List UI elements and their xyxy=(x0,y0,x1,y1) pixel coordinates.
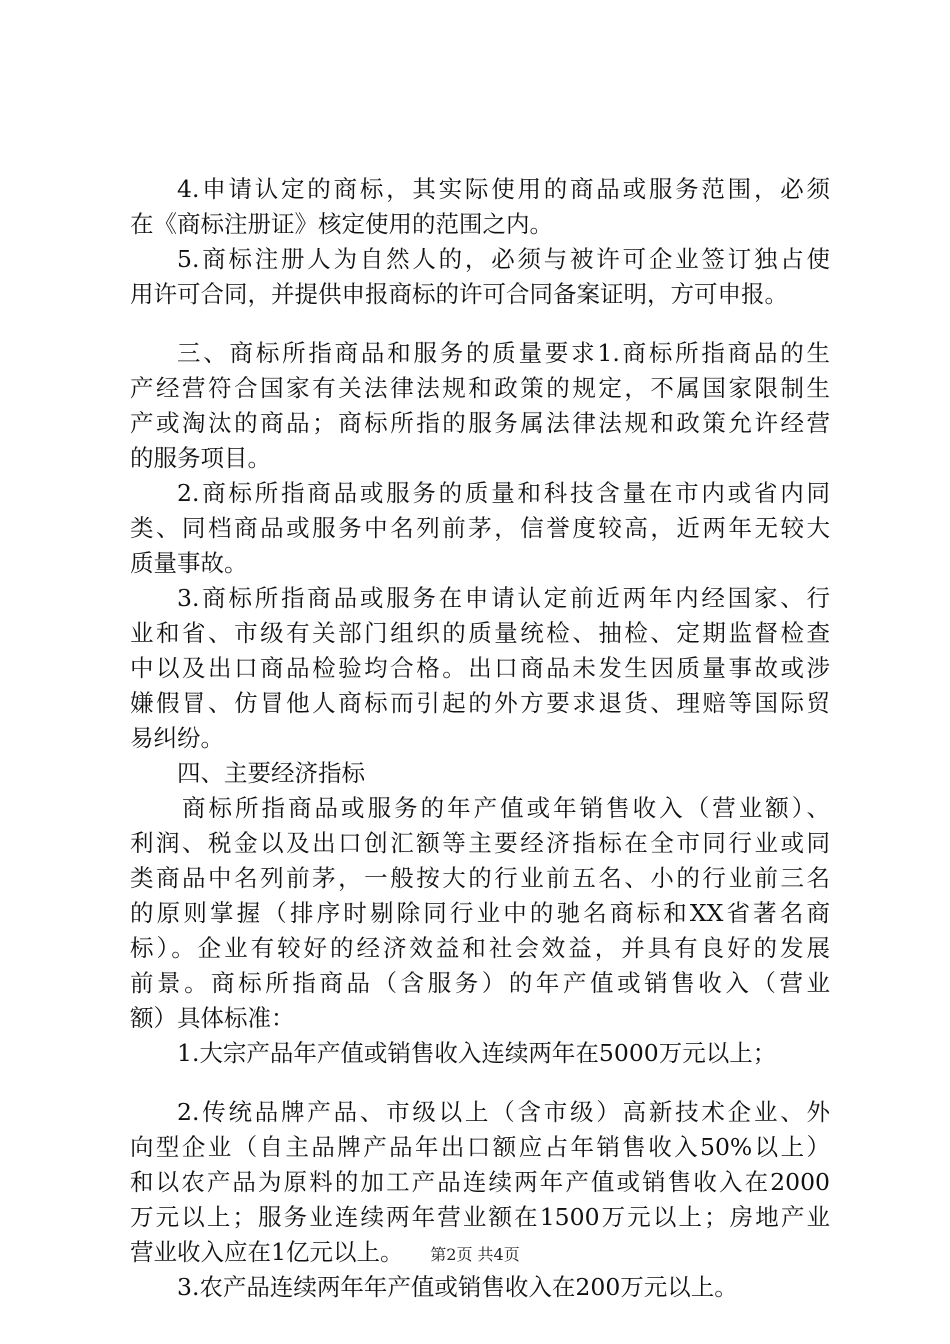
paragraph-line: 营业收入应在1亿元以上。 xyxy=(130,1238,404,1266)
paragraph-spacer xyxy=(130,1071,830,1095)
paragraph-line: 业和省、市级有关部门组织的质量统检、抽检、定期监督检查 xyxy=(130,619,830,647)
paragraph-line: 3.农产品连续两年年产值或销售收入在200万元以上。 xyxy=(177,1273,738,1301)
paragraph-line: 在《商标注册证》核定使用的范围之内。 xyxy=(130,210,553,238)
paragraph-line: 2.传统品牌产品、市级以上（含市级）高新技术企业、外 xyxy=(177,1098,830,1126)
paragraph-line: 2.商标所指商品或服务的质量和科技含量在市内或省内同 xyxy=(177,479,830,507)
paragraph-line: 产或淘汰的商品；商标所指的服务属法律法规和政策允许经营 xyxy=(130,409,830,437)
paragraph-line: 类、同档商品或服务中名列前茅，信誉度较高，近两年无较大 xyxy=(130,514,830,542)
paragraph-line: 向型企业（自主品牌产品年出口额应占年销售收入50%以上） xyxy=(130,1133,830,1161)
paragraph-line: 标）。企业有较好的经济效益和社会效益，并具有良好的发展 xyxy=(130,934,830,962)
paragraph-spacer xyxy=(130,312,830,336)
section-heading-line: 四、主要经济指标 xyxy=(177,759,365,787)
paragraph-line: 额）具体标准： xyxy=(130,1004,295,1032)
paragraph-line: 利润、税金以及出口创汇额等主要经济指标在全市同行业或同 xyxy=(130,829,830,857)
paragraph-line: 嫌假冒、仿冒他人商标而引起的外方要求退货、理赔等国际贸 xyxy=(130,689,830,717)
document-body xyxy=(130,172,830,1305)
paragraph-line: 用许可合同，并提供申报商标的许可合同备案证明，方可申报。 xyxy=(130,280,788,308)
section-heading-line: 三、商标所指商品和服务的质量要求1.商标所指商品的生 xyxy=(177,339,830,367)
paragraph-line: 3.商标所指商品或服务在申请认定前近两年内经国家、行 xyxy=(177,584,830,612)
paragraph-line: 的服务项目。 xyxy=(130,444,271,472)
paragraph-line: 产经营符合国家有关法律法规和政策的规定，不属国家限制生 xyxy=(130,374,830,402)
paragraph-line: 的原则掌握（排序时剔除同行业中的驰名商标和XX省著名商 xyxy=(130,899,830,927)
paragraph-line: 和以农产品为原料的加工产品连续两年产值或销售收入在2000 xyxy=(130,1168,830,1196)
paragraph-line: 类商品中名列前茅，一般按大的行业前五名、小的行业前三名 xyxy=(130,864,830,892)
paragraph-line: 5.商标注册人为自然人的，必须与被许可企业签订独占使 xyxy=(177,245,830,273)
paragraph-line: 质量事故。 xyxy=(130,549,248,577)
paragraph-line: 万元以上；服务业连续两年营业额在1500万元以上；房地产业 xyxy=(130,1203,830,1231)
paragraph-line: 前景。商标所指商品（含服务）的年产值或销售收入（营业 xyxy=(130,969,830,997)
paragraph-line: 中以及出口商品检验均合格。出口商品未发生因质量事故或涉 xyxy=(130,654,830,682)
paragraph-line: 4.申请认定的商标，其实际使用的商品或服务范围，必须 xyxy=(177,175,830,203)
paragraph-line: 商标所指商品或服务的年产值或年销售收入（营业额）、 xyxy=(182,794,830,822)
page-number-footer: 第2页 共4页 xyxy=(430,1245,520,1264)
paragraph-line: 易纠纷。 xyxy=(130,724,224,752)
paragraph-line: 1.大宗产品年产值或销售收入连续两年在5000万元以上； xyxy=(177,1039,777,1067)
